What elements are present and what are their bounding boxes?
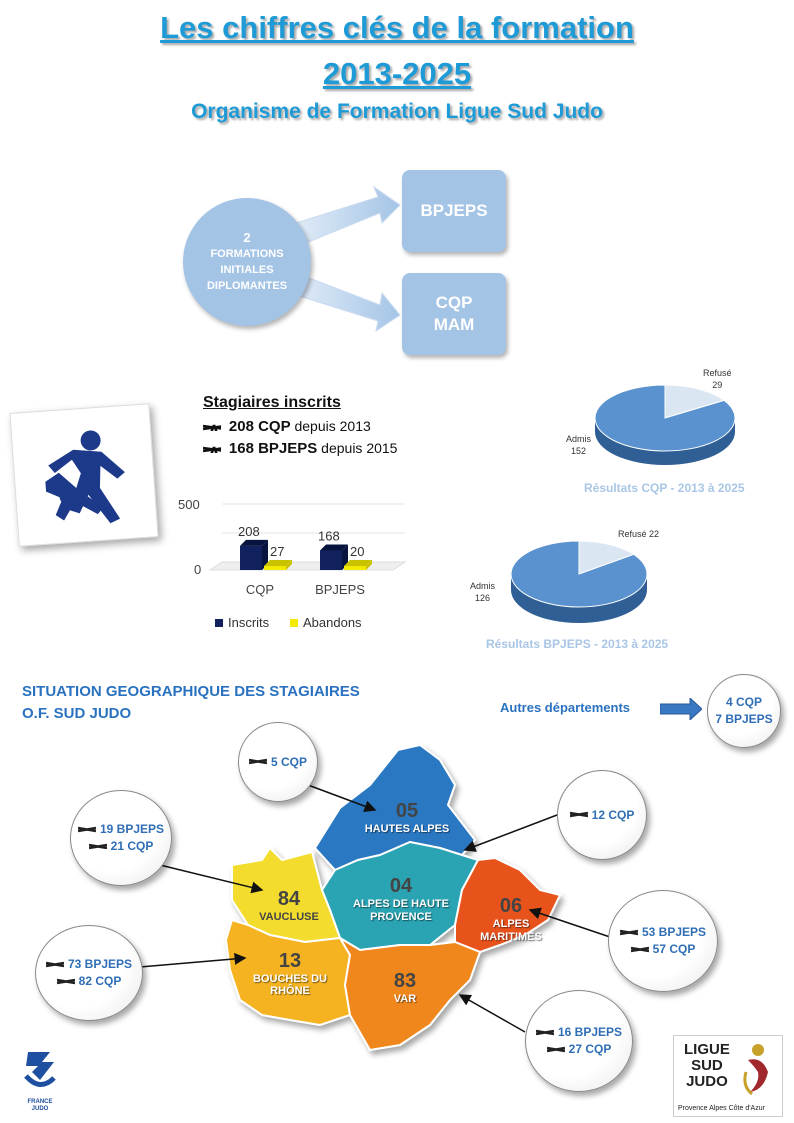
black-belt-icon [620, 929, 638, 937]
map-num-84: 84 [277, 888, 301, 910]
pie-cqp-admis-label [566, 433, 591, 457]
autres-label: Autres départements [500, 700, 631, 715]
stagiaires-cqp-since: depuis 2013 [294, 418, 371, 434]
stats-04-line1 [570, 807, 635, 824]
black-belt-icon [46, 961, 64, 969]
legend-swatch-inscrits [215, 619, 223, 627]
bar-label-inscrits-bpjeps: 168 [318, 528, 340, 544]
map-label-05 [355, 800, 459, 835]
stagiaires-bp-since: depuis 2015 [321, 440, 398, 456]
map-name-83: VAR [393, 993, 417, 1005]
legend-label-abandons: Abandons [303, 615, 362, 630]
stagiaires-bp-count: 168 BPJEPS [228, 440, 318, 457]
judo-throw-icon [11, 404, 158, 545]
box-bpjeps [402, 170, 506, 252]
box-cqp-mam [402, 273, 506, 355]
pie-bp-refuse-label: Refusé 22 [618, 529, 660, 539]
stats-83-text2: 27 CQP [568, 1042, 612, 1056]
stats-circle-13 [35, 925, 143, 1021]
map-label-13 [245, 950, 335, 997]
formations-count: 2 [243, 230, 251, 245]
formations-circle [183, 198, 311, 326]
ligue-judoka-icon [738, 1042, 776, 1098]
stats-83-text1: 16 BPJEPS [557, 1025, 623, 1039]
black-belt-icon [89, 843, 107, 851]
pie-cqp-title: Résultats CQP - 2013 à 2025 [584, 481, 745, 495]
black-belt-icon [78, 826, 96, 834]
map-name-84: VAUCLUSE [259, 911, 319, 923]
black-belt-icon [631, 946, 649, 954]
map-num-13: 13 [278, 950, 302, 972]
black-belt-icon [203, 423, 221, 431]
pie-bp-admis-value: 126 [474, 593, 491, 603]
geo-title-line2: O.F. SUD JUDO [22, 705, 132, 722]
stats-circle-05 [238, 722, 318, 802]
ligue-logo-sub: Provence Alpes Côte d'Azur [678, 1105, 765, 1112]
black-belt-icon [570, 811, 588, 819]
stats-06-text2: 57 CQP [652, 942, 696, 956]
bar-label-abandons-cqp: 27 [270, 544, 285, 559]
pie-cqp-admis-name: Admis [566, 434, 592, 444]
black-belt-icon [249, 758, 267, 766]
map-num-04: 04 [389, 875, 413, 897]
stats-circle-84 [70, 790, 172, 886]
formations-text: FORMATIONS INITIALES DIPLOMANTES [206, 248, 288, 292]
bar-floor [210, 562, 405, 570]
map-label-84 [254, 888, 324, 923]
page-title: Les chiffres clés de la formation [160, 10, 634, 45]
stats-13-line2 [57, 973, 122, 990]
pie-cqp-refuse-label [703, 367, 732, 391]
map-num-83: 83 [393, 970, 417, 992]
bar-inscrits-cqp [240, 546, 262, 570]
stats-84-line1 [78, 821, 164, 838]
pie-bp-admis-name: Admis [470, 581, 496, 591]
box-bpjeps-label: BPJEPS [420, 201, 488, 220]
y-tick-0: 0 [194, 562, 202, 577]
map-name-13: BOUCHES DU RHÔNE [253, 973, 327, 997]
stats-84-line2 [89, 838, 154, 855]
autres-cqp: 4 CQP [725, 695, 762, 709]
pie-chart-bpjeps [503, 530, 653, 630]
judo-photo-card [9, 403, 158, 546]
bar-inscrits-bpjeps [320, 551, 342, 570]
stats-circle-83 [525, 990, 633, 1092]
stats-05-text1: 5 CQP [270, 754, 307, 769]
page-subtitle: Organisme de Formation Ligue Sud Judo [191, 100, 603, 123]
y-tick-500: 500 [178, 497, 200, 512]
stagiaires-heading: Stagiaires inscrits [203, 394, 341, 411]
pie-bp-title: Résultats BPJEPS - 2013 à 2025 [486, 637, 669, 651]
stats-13-text2: 82 CQP [78, 974, 122, 988]
stats-04-text1: 12 CQP [591, 807, 635, 822]
ffj-logo-text: FRANCE JUDO [27, 1099, 53, 1112]
ligue-word-1: LIGUE [684, 1041, 730, 1058]
ligue-word-3: JUDO [686, 1073, 728, 1090]
stagiaires-bp-line [203, 440, 397, 457]
stats-13-line1 [46, 956, 132, 973]
pie-cqp-admis-value: 152 [570, 446, 587, 456]
pie-cqp-refuse-name: Refusé [703, 368, 732, 378]
stats-84-text1: 19 BPJEPS [99, 822, 165, 836]
x-tick-cqp: CQP [245, 582, 275, 597]
black-belt-icon [547, 1046, 565, 1054]
stats-circle-06 [608, 890, 718, 992]
pie-cqp-refuse-value: 29 [712, 380, 723, 390]
ffj-logo-mark [20, 1048, 60, 1094]
ligue-word-2: SUD [691, 1057, 723, 1074]
stagiaires-cqp-count: 208 CQP [228, 418, 291, 435]
bar-label-abandons-bpjeps: 20 [350, 544, 365, 559]
ffj-logo [20, 1048, 60, 1112]
bar-chart [170, 485, 410, 635]
box-cqp-label: CQP [435, 293, 473, 312]
black-belt-icon [203, 445, 221, 453]
legend-swatch-abandons [290, 619, 298, 627]
ligue-logo [673, 1035, 783, 1117]
box-mam-label: MAM [433, 315, 475, 334]
map-label-83 [375, 970, 435, 1005]
bar-abandons-bpjeps [344, 566, 366, 570]
map-name-06: ALPES MARITIMES [480, 918, 542, 943]
stats-circle-04 [557, 770, 647, 860]
map-name-04: ALPES DE HAUTE PROVENCE [353, 898, 449, 923]
autres-bpjeps: 7 BPJEPS [715, 712, 773, 726]
map-label-04 [345, 875, 457, 924]
stats-84-text2: 21 CQP [110, 839, 154, 853]
stats-83-line2 [547, 1041, 612, 1058]
page-years: 2013-2025 [322, 56, 472, 91]
stats-06-line2 [631, 941, 696, 958]
pie-chart-cqp [585, 380, 745, 470]
stats-06-text1: 53 BPJEPS [641, 925, 707, 939]
black-belt-icon [536, 1029, 554, 1037]
black-belt-icon [57, 978, 75, 986]
bar-abandons-cqp [264, 566, 286, 570]
ligue-logo-text [684, 1042, 730, 1090]
legend-label-inscrits: Inscrits [228, 615, 270, 630]
map-label-06 [472, 895, 550, 944]
stagiaires-cqp-line [203, 418, 371, 435]
stats-83-line1 [536, 1024, 622, 1041]
geo-title [22, 681, 360, 725]
stats-05-line1 [249, 754, 307, 771]
map-num-06: 06 [499, 895, 523, 917]
x-tick-bpjeps: BPJEPS [315, 582, 365, 597]
stats-13-text1: 73 BPJEPS [67, 957, 133, 971]
stats-06-line1 [620, 924, 706, 941]
arrow-right-icon [660, 698, 702, 720]
pie-bp-admis-label [470, 580, 495, 604]
bar-label-inscrits-cqp: 208 [238, 523, 260, 539]
map-num-05: 05 [395, 800, 419, 822]
geo-title-line1: SITUATION GEOGRAPHIQUE DES STAGIAIRES [22, 683, 360, 700]
map-name-05: HAUTES ALPES [364, 823, 450, 835]
